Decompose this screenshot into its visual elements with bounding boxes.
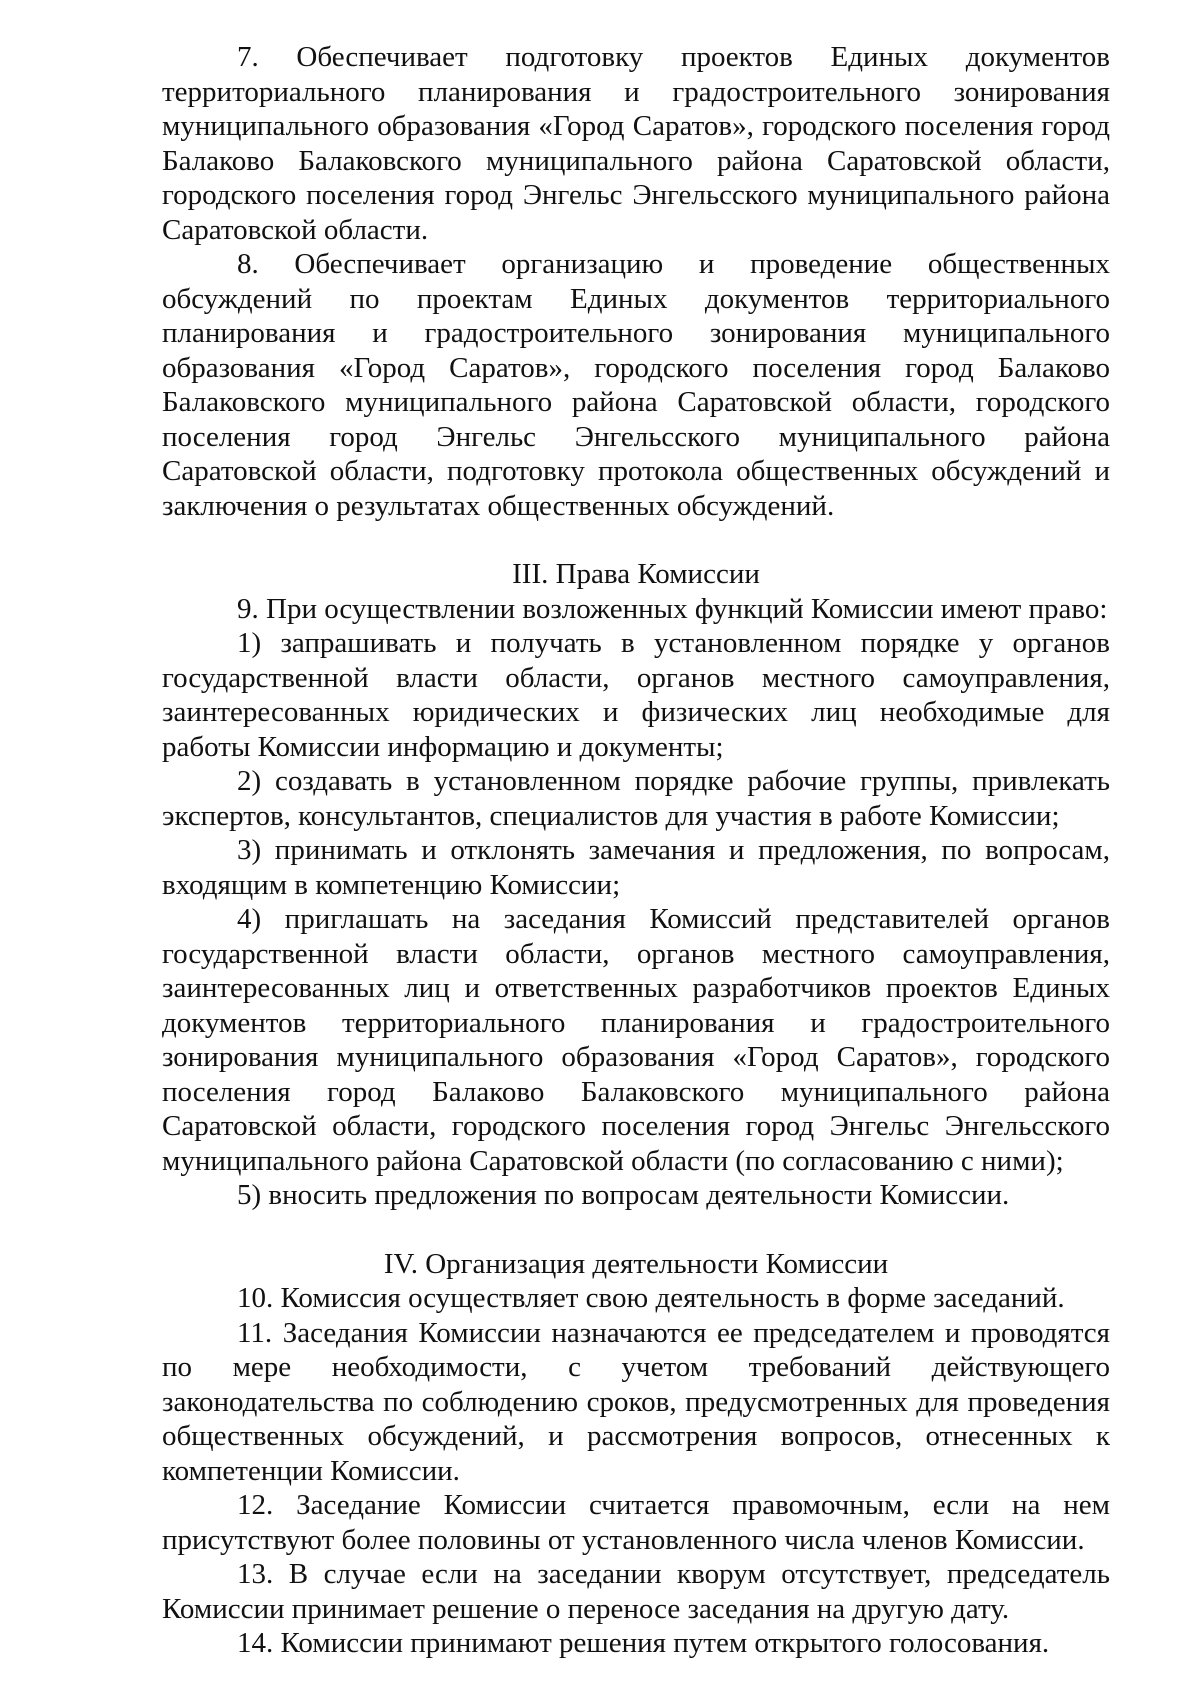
paragraph-14: 14. Комиссии принимают решения путем открытого голосования. — [237, 1627, 1050, 1659]
paragraph-12: 12. Заседание Комиссии считается правомочным, если на нем присутствуют более половины от установленного числа членов Комиссии. — [162, 1489, 1110, 1556]
paragraph-7: 7. Обеспечивает подготовку проектов Единых документов территориального планирования и градостроительного зонирования муниципального образования «Город Саратов», городского поселения город Балаково Балаковского муниципального района Саратовской области, городского поселения город Энгельс Энгельсского муниципального района Саратовской области. — [162, 41, 1110, 246]
paragraph-9-item-3: 3) принимать и отклонять замечания и предложения, по вопросам, входящим в компетенцию Комиссии; — [162, 834, 1110, 901]
paragraph-8: 8. Обеспечивает организацию и проведение общественных обсуждений по проектам Единых документов территориального планирования и градостроительного зонирования муниципального образования «Город Саратов», городского поселения город Балаково Балаковского муниципального района Саратовской области, городского поселения город Энгельс Энгельсского муниципального района Саратовской области, подготовку протокола общественных обсуждений и заключения о результатах общественных обсуждений. — [162, 248, 1110, 522]
paragraph-9-item-5: 5) вносить предложения по вопросам деятельности Комиссии. — [237, 1179, 1010, 1211]
section-heading-rights: III. Права Комиссии — [512, 558, 760, 590]
paragraph-11: 11. Заседания Комиссии назначаются ее председателем и проводятся по мере необходимости, с учетом требований действующего законодательства по соблюдению сроков, предусмотренных для проведения общественных обсуждений, и рассмотрения вопросов, отнесенных к компетенции Комиссии. — [162, 1316, 1110, 1487]
paragraph-10: 10. Комиссия осуществляет свою деятельность в форме заседаний. — [237, 1282, 1065, 1314]
paragraph-9-item-4: 4) приглашать на заседания Комиссий представителей органов государственной власти области, органов местного самоуправления, заинтересованных лиц и ответственных разработчиков проектов Единых документов территориального планирования и градостроительного зонирования муниципального образования «Город Саратов», городского поселения город Балаково Балаковского муниципального района Саратовской области, городского поселения город Энгельс Энгельсского муниципального района Саратовской области (по согласованию с ними); — [162, 903, 1110, 1177]
paragraph-9: 9. При осуществлении возложенных функций Комиссии имеют право: — [237, 592, 1108, 625]
paragraph-9-item-1: 1) запрашивать и получать в установленном порядке у органов государственной власти области, органов местного самоуправления, заинтересованных юридических и физических лиц необходимые для работы Комиссии информацию и документы; — [162, 627, 1110, 763]
section-heading-organization: IV. Организация деятельности Комиссии — [383, 1247, 889, 1280]
paragraph-9-item-2: 2) создавать в установленном порядке рабочие группы, привлекать экспертов, консультантов, специалистов для участия в работе Комиссии; — [162, 765, 1110, 832]
document-page — [162, 40, 1110, 1661]
paragraph-13: 13. В случае если на заседании кворум отсутствует, председатель Комиссии принимает решение о переносе заседания на другую дату. — [162, 1558, 1110, 1625]
